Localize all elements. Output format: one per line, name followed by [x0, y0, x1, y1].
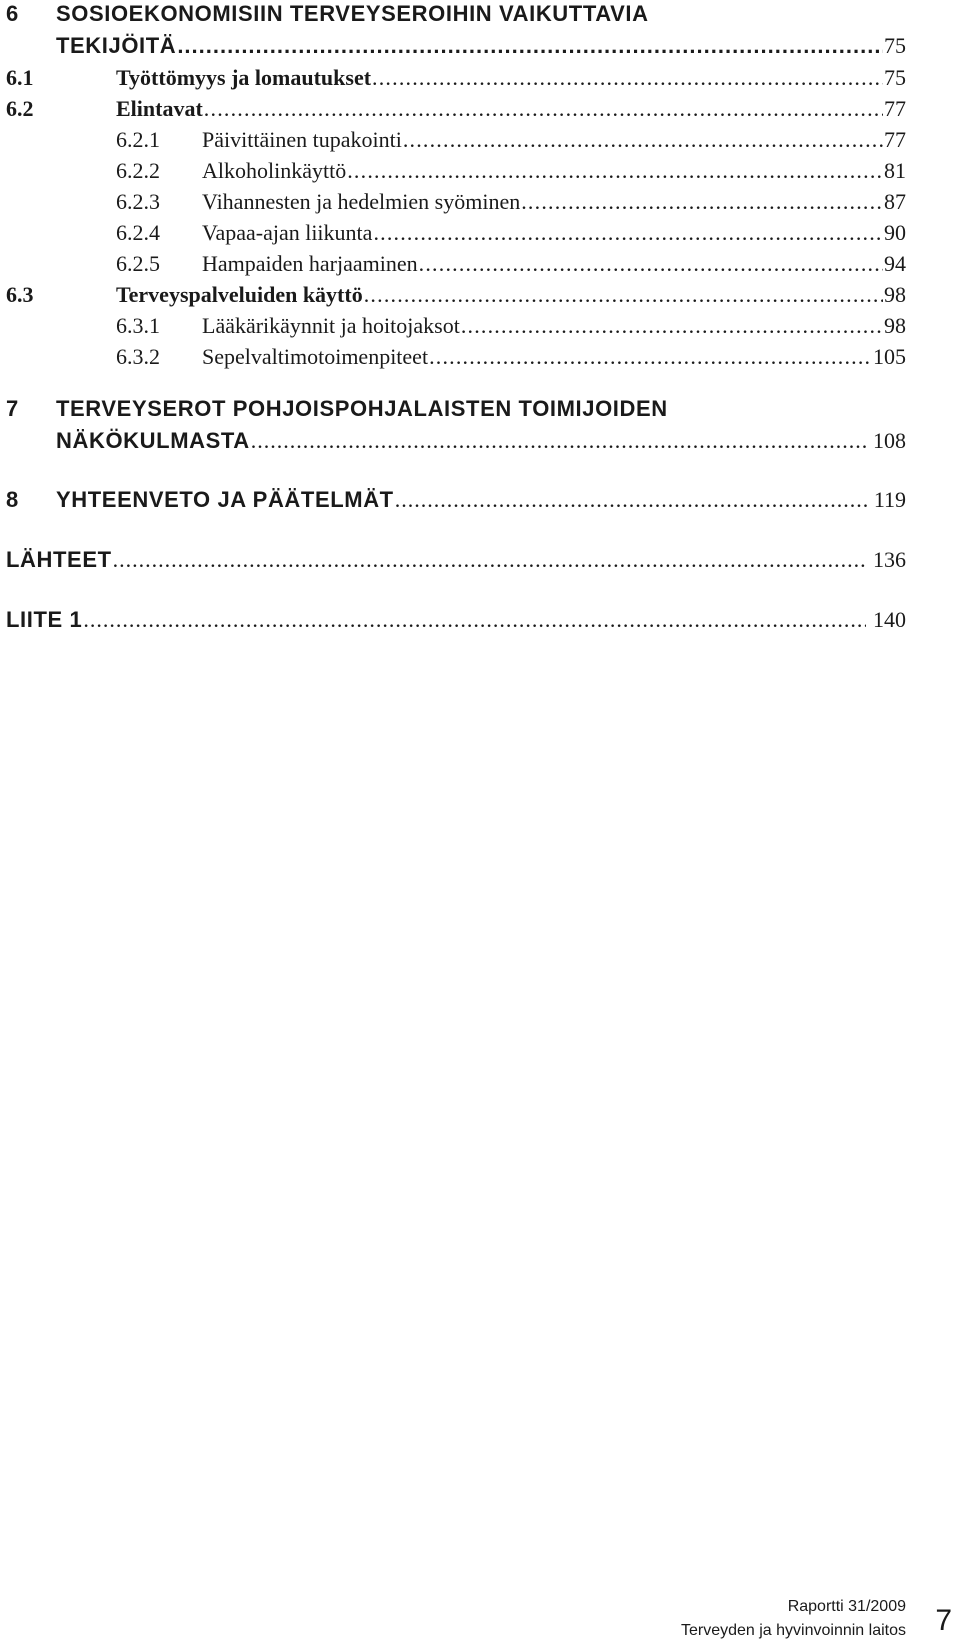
toc-entry-title: Vihannesten ja hedelmien syöminen: [202, 189, 521, 214]
toc-entry-title: Lääkärikäynnit ja hoitojaksot: [202, 313, 460, 338]
toc-entry-title: Sepelvaltimotoimenpiteet: [202, 344, 429, 369]
toc-entry-number: 6.2: [6, 96, 34, 121]
toc-entry-number: 6.2.5: [116, 251, 160, 276]
toc-chapter-title-cont: NÄKÖKULMASTA: [56, 428, 250, 453]
toc-leader: [364, 279, 883, 311]
toc-entry-number: 6.3: [6, 282, 34, 307]
toc-entry-title: Elintavat: [116, 96, 203, 121]
toc-chapter-number: 6: [6, 1, 19, 26]
toc-chapter-title: LÄHTEET: [6, 547, 112, 572]
footer-page-number: 7: [935, 1604, 952, 1637]
toc-leader: [373, 217, 883, 249]
toc-page-number: 98: [884, 313, 906, 338]
toc-entry: [116, 310, 906, 342]
toc-entry-title: Vapaa-ajan liikunta: [202, 220, 373, 245]
toc-leader: [251, 425, 866, 457]
toc-entry: [6, 279, 906, 311]
toc-chapter-title: TERVEYSEROT POHJOISPOHJALAISTEN TOIMIJOIDEN: [56, 396, 668, 421]
toc-leader: [429, 341, 872, 373]
toc-entry-number: 6.3.1: [116, 313, 160, 338]
toc-page-number: 77: [884, 96, 906, 121]
toc-entry-number: 6.2.1: [116, 127, 160, 152]
toc-leader: [395, 484, 867, 516]
toc-chapter-8: [6, 484, 906, 516]
toc-page-number: 140: [873, 607, 906, 632]
toc-chapter-6-line1: [6, 0, 906, 30]
toc-entry: [116, 186, 906, 218]
toc-chapter-title-cont: TEKIJÖITÄ: [56, 33, 177, 58]
toc-entry: [116, 341, 906, 373]
toc-chapter-7-line1: [6, 393, 906, 425]
page-footer: [560, 1598, 960, 1650]
toc-chapter-number: 7: [6, 396, 19, 421]
toc-leader: [403, 124, 883, 156]
toc-references: [6, 544, 906, 576]
toc-leader: [461, 310, 883, 342]
toc-leader: [347, 155, 883, 187]
toc-chapter-number: 8: [6, 487, 19, 512]
toc-page-number: 119: [873, 487, 906, 512]
toc-entry-number: 6.2.4: [116, 220, 160, 245]
toc-leader: [372, 62, 883, 94]
toc-entry: [6, 93, 906, 125]
toc-page-number: 108: [873, 428, 906, 453]
toc-entry-number: 6.1: [6, 65, 34, 90]
toc-chapter-title: SOSIOEKONOMISIIN TERVEYSEROIHIN VAIKUTTAVIA: [56, 1, 649, 26]
toc-chapter-7-line2: [6, 425, 906, 457]
toc-page-number: 90: [884, 220, 906, 245]
toc-entry-number: 6.2.2: [116, 158, 160, 183]
toc-appendix: [6, 604, 906, 636]
toc-entry-title: Päivittäinen tupakointi: [202, 127, 402, 152]
toc-page-number: 75: [884, 65, 906, 90]
toc-page-number: 81: [884, 158, 906, 183]
toc-entry: [116, 217, 906, 249]
toc-leader: [113, 544, 866, 576]
toc-page-number: 98: [884, 282, 906, 307]
toc-leader: [177, 30, 883, 62]
toc-entry: [6, 62, 906, 94]
toc-entry-title: Työttömyys ja lomautukset: [116, 65, 372, 90]
toc-page-number: 136: [873, 547, 906, 572]
toc-chapter-6-line2: [6, 30, 906, 62]
footer-publisher: Terveyden ja hyvinvoinnin laitos: [680, 1622, 906, 1639]
toc-leader: [83, 604, 866, 636]
toc-page-number: 105: [873, 344, 906, 369]
toc-page-number: 94: [884, 251, 906, 276]
toc-entry-title: Hampaiden harjaaminen: [202, 251, 418, 276]
toc-entry: [116, 248, 906, 280]
toc-entry: [116, 124, 906, 156]
toc-entry-number: 6.3.2: [116, 344, 160, 369]
toc-chapter-title: YHTEENVETO JA PÄÄTELMÄT: [56, 487, 394, 512]
toc-entry-title: Alkoholinkäyttö: [202, 158, 347, 183]
toc-page-number: 77: [884, 127, 906, 152]
toc-chapter-title: LIITE 1: [6, 607, 83, 632]
toc-entry-number: 6.2.3: [116, 189, 160, 214]
toc-leader: [419, 248, 883, 280]
toc-leader: [521, 186, 883, 218]
toc-page-number: 87: [884, 189, 906, 214]
toc-leader: [204, 93, 883, 125]
toc-page-number: 75: [884, 33, 906, 58]
footer-report-id: Raportti 31/2009: [787, 1598, 906, 1615]
toc-entry: [116, 155, 906, 187]
toc-entry-title: Terveyspalveluiden käyttö: [116, 282, 363, 307]
